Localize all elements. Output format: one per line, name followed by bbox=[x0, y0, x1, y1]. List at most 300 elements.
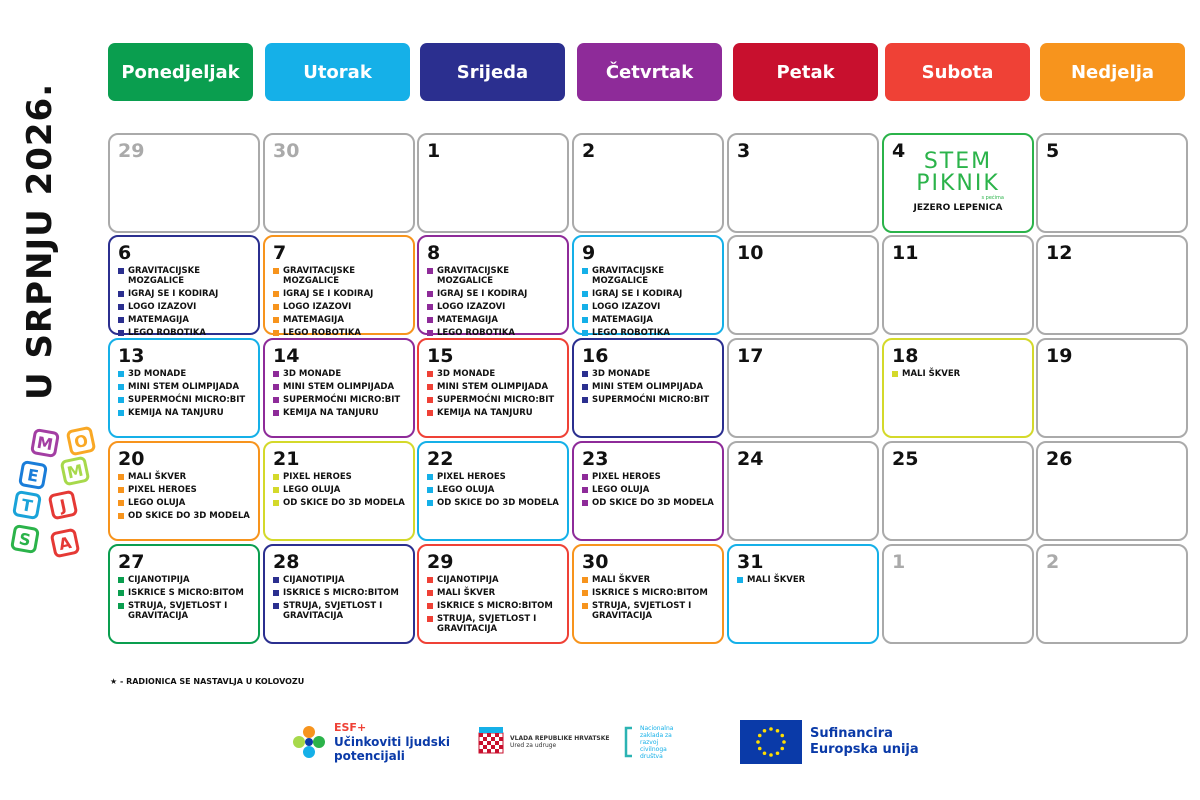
bullet-square-icon bbox=[427, 500, 433, 506]
event-label: LEGO ROBOTIKA bbox=[283, 328, 361, 338]
event-list bbox=[273, 472, 405, 508]
event-label: GRAVITACIJSKE MOZGALICE bbox=[592, 266, 665, 286]
event-label: MINI STEM OLIMPIJADA bbox=[437, 382, 549, 392]
stemajmo-logo bbox=[10, 420, 105, 580]
weekday-header-5: Subota bbox=[885, 43, 1030, 101]
eu-flag-icon bbox=[740, 720, 802, 764]
logo-letter-block: M bbox=[60, 456, 91, 487]
eu-logo bbox=[740, 715, 919, 769]
event-item bbox=[273, 289, 405, 299]
event-label: IGRAJ SE I KODIRAJ bbox=[283, 289, 374, 299]
day-number: 30 bbox=[582, 551, 609, 573]
logo-letter-block: M bbox=[30, 428, 60, 458]
event-label: OD SKICE DO 3D MODELA bbox=[437, 498, 559, 508]
event-label: IGRAJ SE I KODIRAJ bbox=[128, 289, 219, 299]
day-number: 22 bbox=[427, 448, 454, 470]
day-number: 7 bbox=[273, 242, 287, 264]
event-item bbox=[582, 369, 714, 379]
day-number: 10 bbox=[737, 242, 764, 264]
day-number: 12 bbox=[1046, 242, 1073, 264]
gov-line1: VLADA REPUBLIKE HRVATSKE bbox=[510, 735, 610, 742]
bullet-square-icon bbox=[582, 317, 588, 323]
event-label: KEMIJA NA TANJURU bbox=[437, 408, 533, 418]
calendar-day-cell bbox=[882, 338, 1034, 438]
event-item bbox=[582, 266, 714, 286]
day-number: 5 bbox=[1046, 140, 1060, 162]
event-label: PIXEL HEROES bbox=[283, 472, 352, 482]
logo-letter-block: O bbox=[66, 426, 97, 457]
bullet-square-icon bbox=[892, 371, 898, 377]
event-label: KEMIJA NA TANJURU bbox=[283, 408, 379, 418]
event-item bbox=[118, 382, 250, 392]
day-number: 19 bbox=[1046, 345, 1073, 367]
event-label: LOGO IZAZOVI bbox=[437, 302, 506, 312]
event-label: 3D MONADE bbox=[283, 369, 342, 379]
event-item bbox=[427, 575, 559, 585]
footnote-text: - RADIONICA SE NASTAVLJA U KOLOVOZU bbox=[119, 677, 305, 686]
bullet-square-icon bbox=[427, 384, 433, 390]
bullet-square-icon bbox=[273, 291, 279, 297]
event-label: OD SKICE DO 3D MODELA bbox=[128, 511, 250, 521]
event-item bbox=[582, 395, 714, 405]
eu-star-icon bbox=[780, 734, 784, 738]
calendar-day-cell bbox=[108, 338, 260, 438]
event-label: STRUJA, SVJETLOST I GRAVITACIJA bbox=[128, 601, 228, 621]
event-item bbox=[427, 485, 559, 495]
event-label: SUPERMOĆNI MICRO:BIT bbox=[283, 395, 401, 405]
event-item bbox=[273, 485, 405, 495]
event-item bbox=[582, 485, 714, 495]
calendar-day-cell bbox=[417, 441, 569, 541]
day-number: 29 bbox=[427, 551, 454, 573]
calendar-day-cell bbox=[263, 441, 415, 541]
eu-star-icon bbox=[763, 729, 767, 733]
calendar-day-cell bbox=[882, 441, 1034, 541]
day-number: 4 bbox=[892, 140, 906, 162]
day-number: 21 bbox=[273, 448, 300, 470]
logo-letter-block: A bbox=[50, 528, 81, 559]
footnote bbox=[110, 677, 304, 686]
eu-star-icon bbox=[776, 751, 780, 755]
piknik-line2: PIKNIK bbox=[916, 171, 1000, 196]
event-list bbox=[427, 266, 559, 338]
bullet-square-icon bbox=[273, 317, 279, 323]
bullet-square-icon bbox=[118, 487, 124, 493]
calendar-day-cell bbox=[417, 133, 569, 233]
bullet-square-icon bbox=[427, 317, 433, 323]
event-item bbox=[273, 472, 405, 482]
event-item bbox=[273, 266, 405, 286]
event-item bbox=[427, 601, 559, 611]
event-item bbox=[273, 302, 405, 312]
day-number: 6 bbox=[118, 242, 132, 264]
calendar-day-cell bbox=[417, 338, 569, 438]
eu-star-icon bbox=[756, 740, 760, 744]
bullet-square-icon bbox=[118, 384, 124, 390]
calendar-day-cell bbox=[108, 441, 260, 541]
bullet-square-icon bbox=[273, 577, 279, 583]
bullet-square-icon bbox=[427, 397, 433, 403]
bullet-square-icon bbox=[118, 304, 124, 310]
event-item bbox=[427, 382, 559, 392]
calendar-day-cell bbox=[727, 133, 879, 233]
eu-star-icon bbox=[776, 729, 780, 733]
bullet-square-icon bbox=[273, 474, 279, 480]
event-label: IGRAJ SE I KODIRAJ bbox=[592, 289, 683, 299]
day-number: 11 bbox=[892, 242, 919, 264]
event-label: SUPERMOĆNI MICRO:BIT bbox=[592, 395, 710, 405]
weekday-header-0: Ponedjeljak bbox=[108, 43, 253, 101]
event-item bbox=[118, 328, 250, 338]
event-item bbox=[118, 601, 250, 621]
event-label: MALI ŠKVER bbox=[902, 369, 961, 379]
day-number: 20 bbox=[118, 448, 145, 470]
event-list bbox=[427, 472, 559, 508]
event-label: CIJANOTIPIJA bbox=[128, 575, 190, 585]
calendar-day-cell bbox=[1036, 235, 1188, 335]
event-label: 3D MONADE bbox=[592, 369, 651, 379]
event-item bbox=[118, 302, 250, 312]
bullet-square-icon bbox=[273, 487, 279, 493]
bullet-square-icon bbox=[582, 384, 588, 390]
bullet-square-icon bbox=[273, 590, 279, 596]
bullet-square-icon bbox=[118, 513, 124, 519]
event-list bbox=[582, 472, 714, 508]
logo-letter-block: E bbox=[18, 460, 48, 490]
event-label: LEGO OLUJA bbox=[283, 485, 341, 495]
event-item bbox=[737, 575, 869, 585]
event-label: LEGO ROBOTIKA bbox=[437, 328, 515, 338]
event-list bbox=[427, 575, 559, 634]
calendar-day-cell bbox=[572, 441, 724, 541]
event-label: KEMIJA NA TANJURU bbox=[128, 408, 224, 418]
event-label: ISKRICE S MICRO:BITOM bbox=[283, 588, 399, 598]
esf-line1: Učinkoviti ljudski bbox=[334, 735, 450, 749]
event-label: STRUJA, SVJETLOST I GRAVITACIJA bbox=[592, 601, 692, 621]
event-label: 3D MONADE bbox=[128, 369, 187, 379]
piknik-place: JEZERO LEPENICA bbox=[913, 203, 1003, 213]
nz-line1: Nacionalna bbox=[640, 724, 674, 732]
event-item bbox=[273, 382, 405, 392]
day-number: 23 bbox=[582, 448, 609, 470]
bullet-square-icon bbox=[427, 410, 433, 416]
nz-line4: civilnoga bbox=[640, 745, 667, 753]
day-number: 14 bbox=[273, 345, 300, 367]
calendar-day-cell bbox=[882, 544, 1034, 644]
bullet-square-icon bbox=[582, 304, 588, 310]
bullet-square-icon bbox=[273, 603, 279, 609]
bullet-square-icon bbox=[118, 577, 124, 583]
event-item bbox=[273, 315, 405, 325]
day-number: 8 bbox=[427, 242, 441, 264]
bullet-square-icon bbox=[427, 474, 433, 480]
event-item bbox=[427, 266, 559, 286]
bullet-square-icon bbox=[427, 603, 433, 609]
esf-top-text: ESF+ bbox=[334, 721, 367, 734]
event-item bbox=[118, 408, 250, 418]
page-title: U SRPNJU 2026. bbox=[20, 82, 60, 400]
event-list bbox=[118, 266, 250, 338]
event-label: ISKRICE S MICRO:BITOM bbox=[592, 588, 708, 598]
calendar-day-cell bbox=[572, 235, 724, 338]
calendar-day-cell bbox=[263, 544, 415, 644]
eu-star-icon bbox=[763, 751, 767, 755]
weekday-header-6: Nedjelja bbox=[1040, 43, 1185, 101]
calendar-day-cell bbox=[727, 235, 879, 335]
bullet-square-icon bbox=[582, 330, 588, 336]
logo-letter-block: J bbox=[48, 490, 79, 521]
bullet-square-icon bbox=[427, 371, 433, 377]
event-list bbox=[427, 369, 559, 418]
bullet-square-icon bbox=[273, 304, 279, 310]
bullet-square-icon bbox=[273, 500, 279, 506]
bullet-square-icon bbox=[118, 268, 124, 274]
logo-letter-block: S bbox=[10, 524, 40, 554]
bullet-square-icon bbox=[582, 590, 588, 596]
event-item bbox=[582, 328, 714, 338]
event-item bbox=[118, 315, 250, 325]
bullet-square-icon bbox=[273, 410, 279, 416]
event-label: LEGO OLUJA bbox=[128, 498, 186, 508]
day-number: 1 bbox=[427, 140, 441, 162]
event-list bbox=[273, 266, 405, 338]
event-label: MALI ŠKVER bbox=[437, 588, 496, 598]
day-number: 25 bbox=[892, 448, 919, 470]
star-icon: ★ bbox=[110, 677, 120, 686]
event-item bbox=[582, 575, 714, 585]
event-label: 3D MONADE bbox=[437, 369, 496, 379]
bullet-square-icon bbox=[118, 397, 124, 403]
bullet-square-icon bbox=[582, 291, 588, 297]
bullet-square-icon bbox=[118, 291, 124, 297]
eu-star-icon bbox=[769, 753, 773, 757]
esf-logo bbox=[290, 715, 450, 769]
calendar-day-cell bbox=[108, 544, 260, 644]
day-number: 17 bbox=[737, 345, 764, 367]
event-item bbox=[273, 408, 405, 418]
event-label: MATEMAGIJA bbox=[437, 315, 498, 325]
event-item bbox=[582, 302, 714, 312]
eu-star-icon bbox=[758, 734, 762, 738]
event-label: OD SKICE DO 3D MODELA bbox=[283, 498, 405, 508]
day-number: 31 bbox=[737, 551, 764, 573]
event-list bbox=[582, 266, 714, 338]
footer-logos bbox=[0, 715, 1200, 775]
calendar-day-cell bbox=[108, 133, 260, 233]
event-label: MALI ŠKVER bbox=[128, 472, 187, 482]
bullet-square-icon bbox=[427, 616, 433, 622]
event-label: MATEMAGIJA bbox=[592, 315, 653, 325]
calendar-day-cell bbox=[727, 544, 879, 644]
day-number: 2 bbox=[582, 140, 596, 162]
event-label: SUPERMOĆNI MICRO:BIT bbox=[437, 395, 555, 405]
event-item bbox=[427, 315, 559, 325]
eu-star-icon bbox=[758, 747, 762, 751]
event-label: CIJANOTIPIJA bbox=[437, 575, 499, 585]
day-number: 2 bbox=[1046, 551, 1060, 573]
bullet-square-icon bbox=[427, 291, 433, 297]
calendar-day-cell bbox=[263, 235, 415, 338]
event-label: LOGO IZAZOVI bbox=[592, 302, 661, 312]
event-item bbox=[273, 601, 405, 621]
bullet-square-icon bbox=[273, 397, 279, 403]
bullet-square-icon bbox=[118, 500, 124, 506]
nz-line3: razvoj bbox=[640, 738, 659, 746]
bullet-square-icon bbox=[582, 577, 588, 583]
day-number: 18 bbox=[892, 345, 919, 367]
event-label: ISKRICE S MICRO:BITOM bbox=[128, 588, 244, 598]
event-item bbox=[273, 498, 405, 508]
piknik-line1: STEM bbox=[923, 149, 993, 174]
weekday-header-3: Četvrtak bbox=[577, 43, 722, 101]
event-list bbox=[582, 575, 714, 621]
bullet-square-icon bbox=[582, 500, 588, 506]
event-label: LEGO ROBOTIKA bbox=[592, 328, 670, 338]
calendar-day-cell bbox=[882, 235, 1034, 335]
calendar-day-cell bbox=[727, 441, 879, 541]
bullet-square-icon bbox=[118, 317, 124, 323]
bullet-square-icon bbox=[582, 474, 588, 480]
event-label: LOGO IZAZOVI bbox=[128, 302, 197, 312]
calendar-day-cell bbox=[572, 338, 724, 438]
calendar-day-cell bbox=[572, 133, 724, 233]
calendar-day-cell bbox=[263, 338, 415, 438]
event-item bbox=[118, 575, 250, 585]
day-number: 9 bbox=[582, 242, 596, 264]
day-number: 13 bbox=[118, 345, 145, 367]
event-label: STRUJA, SVJETLOST I GRAVITACIJA bbox=[283, 601, 383, 621]
bullet-square-icon bbox=[118, 410, 124, 416]
bullet-square-icon bbox=[273, 384, 279, 390]
event-item bbox=[118, 289, 250, 299]
event-item bbox=[118, 498, 250, 508]
event-list bbox=[273, 575, 405, 621]
croatian-government-logo bbox=[478, 715, 610, 769]
event-item bbox=[582, 601, 714, 621]
calendar-day-cell bbox=[1036, 544, 1188, 644]
calendar-day-cell bbox=[1036, 338, 1188, 438]
event-label: MATEMAGIJA bbox=[128, 315, 189, 325]
event-list bbox=[737, 575, 869, 585]
event-label: IGRAJ SE I KODIRAJ bbox=[437, 289, 528, 299]
calendar-day-cell bbox=[727, 338, 879, 438]
event-label: GRAVITACIJSKE MOZGALICE bbox=[437, 266, 510, 286]
bullet-square-icon bbox=[118, 603, 124, 609]
bullet-square-icon bbox=[273, 371, 279, 377]
day-number: 28 bbox=[273, 551, 300, 573]
day-number: 3 bbox=[737, 140, 751, 162]
eu-line2: Europska unija bbox=[810, 742, 919, 757]
event-list bbox=[118, 472, 250, 521]
event-item bbox=[582, 472, 714, 482]
weekday-header-row bbox=[108, 43, 1188, 105]
bullet-square-icon bbox=[582, 268, 588, 274]
calendar-grid bbox=[108, 130, 1193, 650]
event-label: MINI STEM OLIMPIJADA bbox=[283, 382, 395, 392]
event-item bbox=[427, 498, 559, 508]
event-item bbox=[892, 369, 1024, 379]
event-item bbox=[273, 395, 405, 405]
event-list bbox=[118, 369, 250, 418]
event-item bbox=[582, 289, 714, 299]
event-label: MINI STEM OLIMPIJADA bbox=[128, 382, 240, 392]
event-list bbox=[582, 369, 714, 405]
event-item bbox=[273, 369, 405, 379]
bullet-square-icon bbox=[582, 487, 588, 493]
day-number: 24 bbox=[737, 448, 764, 470]
weekday-header-4: Petak bbox=[733, 43, 878, 101]
event-item bbox=[118, 588, 250, 598]
event-item bbox=[273, 575, 405, 585]
event-label: SUPERMOĆNI MICRO:BIT bbox=[128, 395, 246, 405]
event-label: PIXEL HEROES bbox=[128, 485, 197, 495]
event-label: LOGO IZAZOVI bbox=[283, 302, 352, 312]
bullet-square-icon bbox=[427, 487, 433, 493]
bullet-square-icon bbox=[427, 330, 433, 336]
event-item bbox=[582, 315, 714, 325]
event-item bbox=[118, 485, 250, 495]
bullet-square-icon bbox=[427, 304, 433, 310]
day-number: 27 bbox=[118, 551, 145, 573]
day-number: 1 bbox=[892, 551, 906, 573]
event-item bbox=[427, 614, 559, 634]
day-number: 15 bbox=[427, 345, 454, 367]
bullet-square-icon bbox=[737, 577, 743, 583]
event-label: GRAVITACIJSKE MOZGALICE bbox=[283, 266, 356, 286]
day-number: 16 bbox=[582, 345, 609, 367]
bullet-square-icon bbox=[118, 474, 124, 480]
event-label: ISKRICE S MICRO:BITOM bbox=[437, 601, 553, 611]
event-item bbox=[118, 511, 250, 521]
event-item bbox=[273, 588, 405, 598]
bullet-square-icon bbox=[582, 397, 588, 403]
bullet-square-icon bbox=[118, 330, 124, 336]
event-label: OD SKICE DO 3D MODELA bbox=[592, 498, 714, 508]
calendar-day-cell bbox=[417, 235, 569, 338]
calendar-day-cell bbox=[882, 133, 1034, 233]
event-list bbox=[118, 575, 250, 621]
event-item bbox=[427, 369, 559, 379]
event-label: MINI STEM OLIMPIJADA bbox=[592, 382, 704, 392]
piknik-small: s pećima bbox=[981, 195, 1004, 201]
event-item bbox=[427, 395, 559, 405]
event-label: GRAVITACIJSKE MOZGALICE bbox=[128, 266, 201, 286]
event-item bbox=[273, 328, 405, 338]
nz-line5: društva bbox=[640, 752, 663, 760]
event-list bbox=[273, 369, 405, 418]
bullet-square-icon bbox=[118, 371, 124, 377]
event-item bbox=[427, 302, 559, 312]
event-item bbox=[118, 266, 250, 286]
day-number: 29 bbox=[118, 140, 145, 162]
logo-letter-block: T bbox=[12, 490, 42, 520]
esf-line2: potencijali bbox=[334, 749, 405, 763]
bullet-square-icon bbox=[582, 603, 588, 609]
event-label: STRUJA, SVJETLOST I GRAVITACIJA bbox=[437, 614, 537, 634]
gov-line2: Ured za udruge bbox=[510, 742, 557, 749]
bullet-square-icon bbox=[273, 268, 279, 274]
event-item bbox=[427, 472, 559, 482]
bullet-square-icon bbox=[118, 590, 124, 596]
event-item bbox=[118, 472, 250, 482]
event-label: MALI ŠKVER bbox=[747, 575, 806, 585]
event-label: PIXEL HEROES bbox=[592, 472, 661, 482]
event-label: PIXEL HEROES bbox=[437, 472, 506, 482]
event-list bbox=[892, 369, 1024, 379]
nz-line2: zaklada za bbox=[640, 731, 672, 739]
event-label: LEGO OLUJA bbox=[592, 485, 650, 495]
weekday-header-2: Srijeda bbox=[420, 43, 565, 101]
